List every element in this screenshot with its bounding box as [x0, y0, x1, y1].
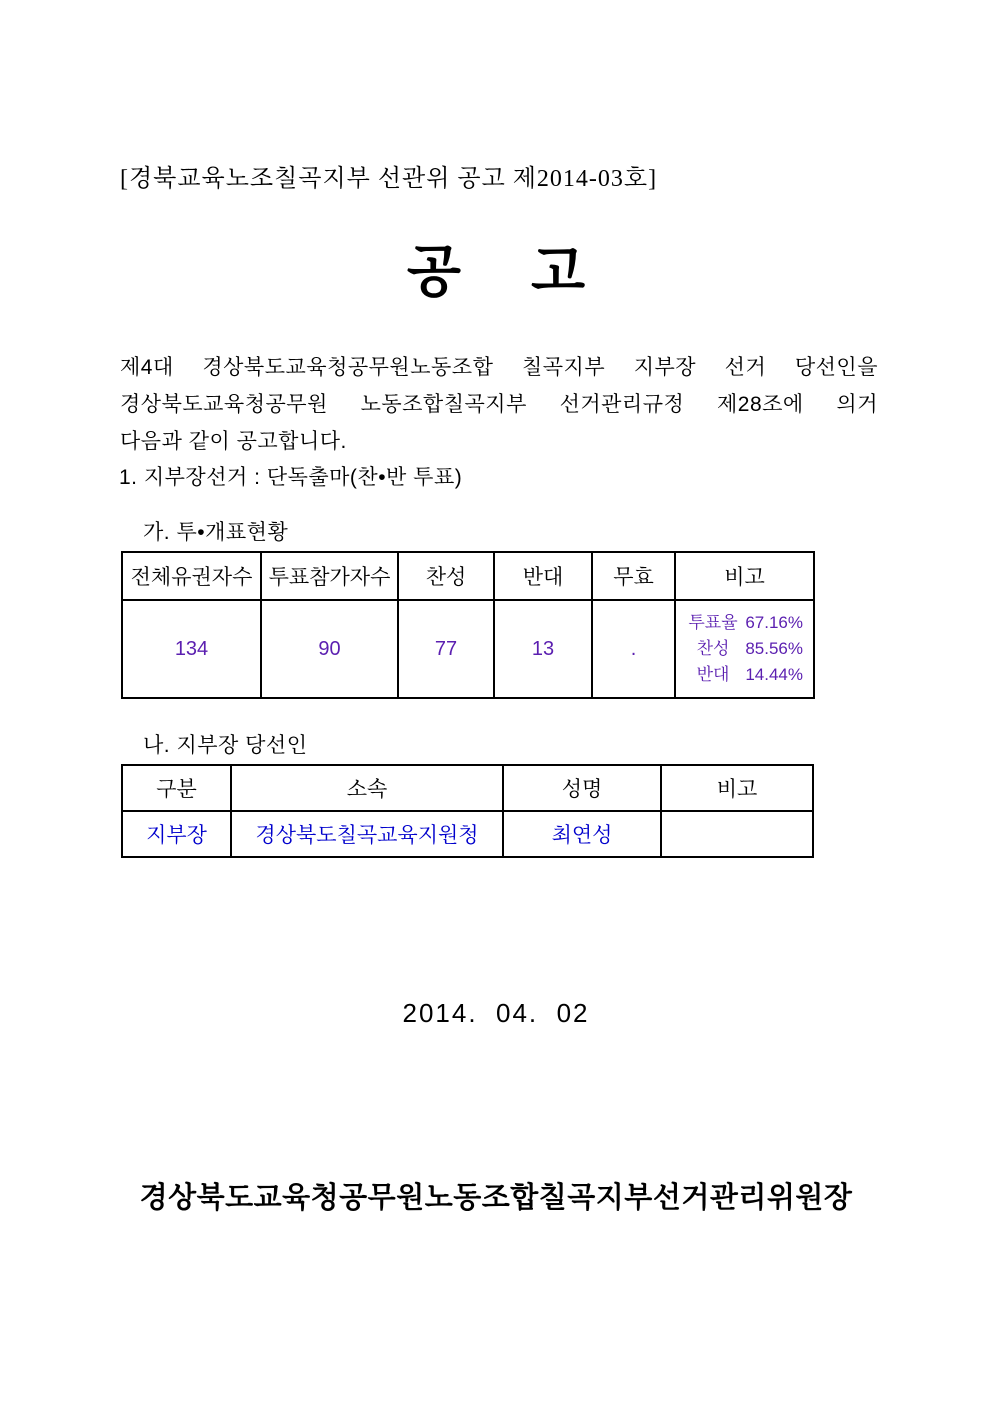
note-line-oppose: [686, 662, 803, 688]
note-oppose-label: 반대: [696, 665, 730, 684]
body-line: 경상북도교육청공무원 노동조합칠곡지부 선거관리규정 제28조에 의거: [120, 393, 878, 416]
winner-name-value: 최연성: [503, 811, 661, 857]
vote-table-header-participants: 투표참가자수: [261, 552, 398, 600]
vote-table-header-total-voters: 전체유권자수: [122, 552, 261, 600]
note-cell: [675, 600, 814, 698]
vote-table-header-note: 비고: [675, 552, 814, 600]
winner-position-value: 지부장: [122, 811, 231, 857]
subsection-b-heading: 나. 지부장 당선인: [143, 734, 308, 757]
document-date: 2014. 04. 02: [402, 998, 590, 1028]
winner-table-header-name: 성명: [503, 765, 661, 811]
vote-count-table: [121, 551, 815, 699]
total-voters-value: 134: [122, 600, 261, 698]
body-paragraph: [120, 349, 878, 460]
vote-table-header-row: [122, 552, 814, 600]
signature-line: 경상북도교육청공무원노동조합칠곡지부선거관리위원장: [139, 1182, 853, 1214]
winner-table: [121, 764, 814, 858]
note-turnout-label: 투표율: [688, 613, 738, 632]
page-title: 공 고: [406, 242, 586, 304]
participants-value: 90: [261, 600, 398, 698]
notice-number-line: [경북교육노조칠곡지부 선관위 공고 제2014-03호]: [120, 166, 658, 192]
invalid-value: .: [592, 600, 675, 698]
body-line: 다음과 같이 공고합니다.: [120, 430, 347, 453]
winner-table-data-row: [122, 811, 813, 857]
vote-table-header-invalid: 무효: [592, 552, 675, 600]
subsection-a-heading: 가. 투•개표현황: [143, 521, 289, 544]
winner-table-header-note: 비고: [661, 765, 813, 811]
winner-table-header-category: 구분: [122, 765, 231, 811]
oppose-value: 13: [494, 600, 592, 698]
winner-table-header-affiliation: 소속: [231, 765, 503, 811]
winner-table-header-row: [122, 765, 813, 811]
vote-table-header-approve: 찬성: [398, 552, 494, 600]
winner-affiliation-value: 경상북도칠곡교육지원청: [231, 811, 503, 857]
vote-table-header-oppose: 반대: [494, 552, 592, 600]
body-line: 제4대 경상북도교육청공무원노동조합 칠곡지부 지부장 선거 당선인을: [120, 356, 878, 379]
approve-value: 77: [398, 600, 494, 698]
vote-table-data-row: [122, 600, 814, 698]
note-approve-value: 85.56%: [745, 639, 803, 658]
note-line-turnout: [686, 610, 803, 636]
note-approve-label: 찬성: [696, 639, 730, 658]
note-line-approve: [686, 636, 803, 662]
winner-note-value: [661, 811, 813, 857]
note-turnout-value: 67.16%: [745, 613, 803, 632]
note-oppose-value: 14.44%: [745, 665, 803, 684]
section-1-heading: 1. 지부장선거 : 단독출마(찬•반 투표): [119, 466, 463, 489]
